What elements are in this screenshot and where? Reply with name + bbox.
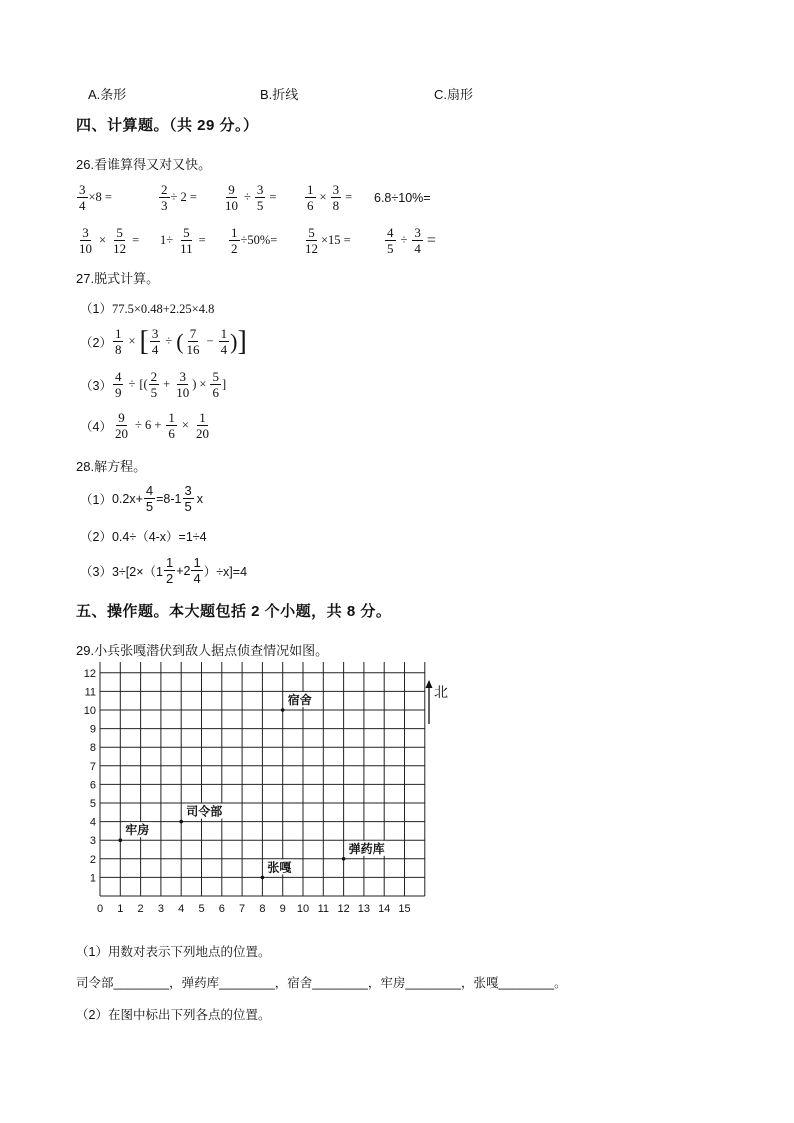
- q27-item-2: （2） $\frac{1}{8}$ × [ $\frac{3}{4}$ ÷ ( $\frac{7}{16}$ − $\frac{1}{4}$ ) ]: [80, 325, 247, 357]
- coordinate-grid-chart: [60, 662, 460, 938]
- location-point: [119, 838, 123, 842]
- section-4-title: 四、计算题。（共 29 分。）: [76, 117, 259, 134]
- q26-r2-e1: $\frac{3}{10}$ × $\frac{5}{12}$ =: [79, 225, 140, 256]
- x-tick-label: 4: [178, 903, 185, 915]
- x-tick-label: 8: [259, 903, 266, 915]
- x-tick-label: 14: [378, 903, 391, 915]
- y-tick-label: 8: [89, 742, 96, 755]
- q27-item-3: （3） $\frac{4}{9}$ ÷ [( $\frac{2}{5}$ + $\frac{3}{10}$ ) × $\frac{5}{6}$ ]: [80, 369, 227, 400]
- point-label: 牢房: [125, 823, 150, 838]
- x-tick-labels: [97, 903, 411, 915]
- q26-r2-e5: $\frac{4}{5}$ ÷ $\frac{3}{4}$ =: [387, 225, 436, 256]
- y-tick-label: 1: [89, 872, 96, 885]
- y-tick-label: 9: [89, 723, 96, 736]
- q29-sub-2: （2）在图中标出下列各点的位置。: [76, 1008, 271, 1022]
- q26-title: 26.看谁算得又对又快。: [76, 157, 212, 172]
- section-5-title: 五、操作题。本大题包括 2 个小题，共 8 分。: [76, 603, 392, 620]
- y-tick-label: 5: [89, 798, 96, 810]
- y-tick-label: 3: [89, 835, 96, 848]
- x-tick-label: 15: [398, 903, 411, 915]
- q26-r2-e4: $\frac{5}{12}$ ×15 =: [305, 225, 351, 256]
- x-tick-label: 12: [337, 903, 350, 915]
- y-tick-label: 7: [89, 760, 96, 773]
- q26-r1-e1: $\frac{3}{4}$ ×8 =: [79, 182, 112, 213]
- y-tick-label: 10: [83, 705, 96, 717]
- point-label: 司令部: [186, 804, 223, 819]
- point-label: 张嘎: [267, 860, 292, 875]
- q29-title: 29.小兵张嘎潜伏到敌人据点侦查情况如图。: [76, 643, 329, 658]
- x-tick-label: 11: [317, 903, 330, 915]
- x-tick-label: 7: [239, 903, 246, 915]
- q28-item-3: （3） 3÷[2×（1 $\frac{1}{2}$ +2 $\frac{1}{4}$ ）÷x]=4: [80, 555, 248, 586]
- q26-r2-e3: $\frac{1}{2}$ ÷50%=: [231, 225, 278, 256]
- point-label: 弹药库: [348, 841, 385, 856]
- option-a: A.条形: [88, 87, 127, 102]
- fill-dormitory: 宿舍________，: [287, 976, 381, 990]
- fill-headquarters: 司令部________，: [76, 976, 182, 990]
- fill-zhangga: 张嘎________。: [473, 976, 567, 990]
- q29-fill-row: [76, 973, 567, 991]
- location-point: [179, 820, 183, 824]
- y-tick-label: 4: [89, 816, 96, 829]
- y-tick-label: 2: [89, 853, 96, 866]
- x-tick-label: 2: [137, 903, 144, 915]
- point-label: 宿舍: [287, 693, 312, 707]
- x-tick-label: 5: [198, 903, 205, 915]
- y-tick-label: 11: [84, 686, 96, 699]
- q28-item-1: （1） 0.2x+ $\frac{4}{5}$ =8-1 $\frac{3}{5}$ x: [80, 483, 203, 514]
- y-tick-label: 12: [83, 667, 96, 680]
- option-c: C.扇形: [434, 87, 474, 102]
- q29-sub-1: （1）用数对表示下列地点的位置。: [76, 945, 271, 959]
- y-tick-labels: [84, 662, 96, 884]
- q27-item-1: （1）77.5×0.48+2.25×4.8: [80, 302, 215, 316]
- x-tick-label: 13: [357, 903, 371, 915]
- option-b: B.折线: [260, 87, 299, 102]
- location-point: [342, 857, 346, 861]
- q26-r1-e5: 6.8÷10%=: [374, 191, 431, 205]
- fill-arsenal: 弹药库________，: [181, 976, 288, 990]
- location-point: [281, 708, 285, 712]
- q26-r2-e2: 1÷ $\frac{5}{11}$ =: [160, 225, 206, 256]
- north-label: 北: [434, 684, 448, 700]
- q28-item-2: （2）0.4÷（4-x）=1÷4: [80, 530, 207, 544]
- x-tick-label: 9: [279, 903, 286, 915]
- q28-title: 28.解方程。: [76, 459, 147, 474]
- fill-prison: 牢房________，: [380, 976, 474, 990]
- location-points: [119, 692, 387, 879]
- grid-lines: [100, 662, 425, 896]
- y-tick-label: 6: [89, 779, 96, 792]
- q26-r1-e3: $\frac{9}{10}$ ÷ $\frac{3}{5}$ =: [225, 182, 277, 213]
- x-tick-label: 3: [157, 903, 164, 915]
- x-tick-label: 10: [296, 903, 310, 915]
- x-tick-label: 0: [96, 903, 104, 915]
- q27-title: 27.脱式计算。: [76, 271, 160, 286]
- q26-r1-e4: $\frac{1}{6}$ × $\frac{3}{8}$ =: [307, 182, 353, 213]
- x-tick-label: 1: [117, 903, 124, 915]
- location-point: [261, 876, 265, 880]
- q27-item-4: （4） $\frac{9}{20}$ ÷ 6 + $\frac{1}{6}$ × $\frac{1}{20}$: [80, 410, 209, 441]
- x-tick-label: 6: [218, 903, 225, 915]
- q26-r1-e2: $\frac{2}{3}$ ÷ 2 =: [161, 182, 197, 213]
